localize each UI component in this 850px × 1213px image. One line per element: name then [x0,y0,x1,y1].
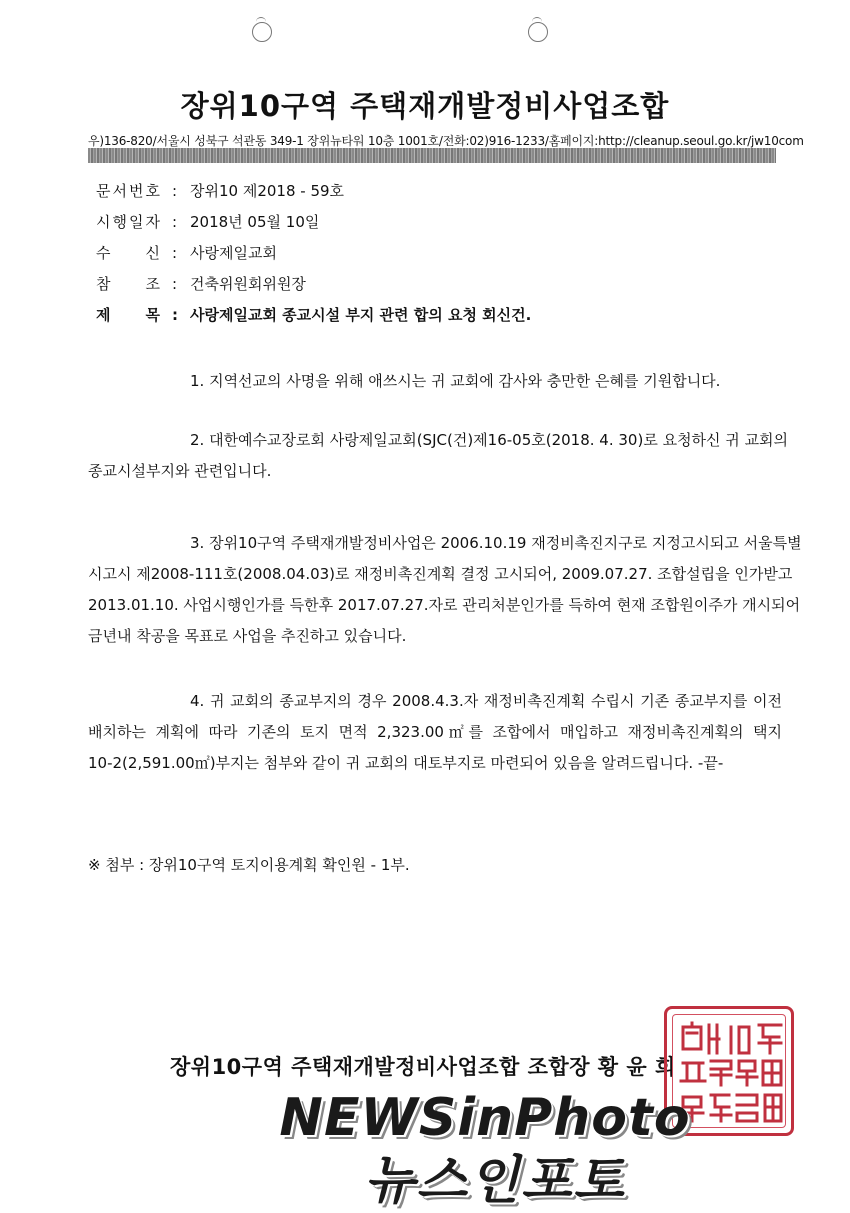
meta-value: 장위10 제2018 - 59호 [190,182,345,200]
meta-label-char: 행 [112,213,127,231]
meta-label-char: 일 [129,213,144,231]
watermark-english: NEWSinPhoto [279,1088,691,1148]
meta-label-char: 시 [96,213,111,231]
meta-colon: : [172,213,178,231]
meta-colon: : [172,275,178,293]
meta-label-char: 참 [96,275,111,293]
paragraph-1 [88,366,782,397]
meta-label-char: 수 [96,244,111,262]
meta-label-char: 제 [96,306,111,324]
paragraph-line: 시고시 제2008-111호(2008.04.03)로 재정비촉진계획 결정 고시되어, 2009.07.27. 조합설립을 인가받고 [88,565,793,583]
signer-line: 장위10구역 주택재개발정비사업조합 조합장 황 윤 희 [170,1055,676,1079]
paragraph-3 [88,528,802,652]
watermark-korean: 뉴스인포토 [364,1151,626,1211]
meta-label [96,269,160,300]
paragraph-2 [88,425,789,487]
paragraph-line: 2. 대한예수교장로회 사랑제일교회(SJC(건)제16-05호(2018. 4. 30)로 요청하신 귀 교회의 [190,431,789,449]
meta-value: 사랑제일교회 [190,244,277,262]
paragraph-line: 10-2(2,591.00㎡)부지는 첨부와 같이 귀 교회의 대토부지로 마련되어 있음을 알려드립니다. -끝- [88,754,724,772]
meta-label-char: 조 [145,275,160,293]
meta-label-char: 신 [145,244,160,262]
meta-label-char: 자 [145,213,160,231]
meta-label-char: 문 [96,182,111,200]
meta-label-char: 목 [145,306,160,324]
header-divider [88,148,776,163]
paragraph-line: 금년내 착공을 목표로 사업을 추진하고 있습니다. [88,627,407,645]
paragraph-4 [88,686,782,779]
meta-value: 사랑제일교회 종교시설 부지 관련 합의 요청 회신건. [190,306,532,324]
header-address: 우)136-820/서울시 성북구 석관동 349-1 장위뉴타워 10층 1001호/전화:02)916-1233/홈페이지:http://cleanup.seoul.go.kr/jw10com [88,134,804,148]
meta-colon: : [172,182,178,200]
paragraph-line: 4. 귀 교회의 종교부지의 경우 2008.4.3.자 재정비촉진계획 수립시 기존 종교부지를 이전 [190,692,782,710]
meta-label [96,176,160,207]
meta-label-char: 서 [112,182,127,200]
meta-value: 2018년 05월 10일 [190,213,320,231]
meta-label [96,207,160,238]
punch-hole-left [252,22,272,42]
paragraph-line: 3. 장위10구역 주택재개발정비사업은 2006.10.19 재정비촉진지구로 지정고시되고 서울특별 [190,534,802,552]
paragraph-line: 1. 지역선교의 사명을 위해 애쓰시는 귀 교회에 감사와 충만한 은혜를 기원합니다. [190,372,721,390]
meta-label [96,300,160,331]
meta-colon: : [172,306,178,324]
punch-hole-right [528,22,548,42]
paragraph-line: 배치하는 계획에 따라 기존의 토지 면적 2,323.00㎡를 조합에서 매입하고 재정비촉진계획의 택지 [88,723,782,741]
paragraph-line: 종교시설부지와 관련입니다. [88,462,272,480]
meta-label-char: 번 [129,182,144,200]
meta-colon: : [172,244,178,262]
meta-value: 건축위원회위원장 [190,275,306,293]
document-header-title: 장위10구역 주택재개발정비사업조합 [180,89,670,123]
meta-label-char: 호 [145,182,160,200]
paragraph-line: 2013.01.10. 사업시행인가를 득한후 2017.07.27.자로 관리처분인가를 득하여 현재 조합원이주가 개시되어 [88,596,801,614]
attachment-note: ※ 첨부 : 장위10구역 토지이용계획 확인원 - 1부. [88,856,410,874]
meta-label [96,238,160,269]
